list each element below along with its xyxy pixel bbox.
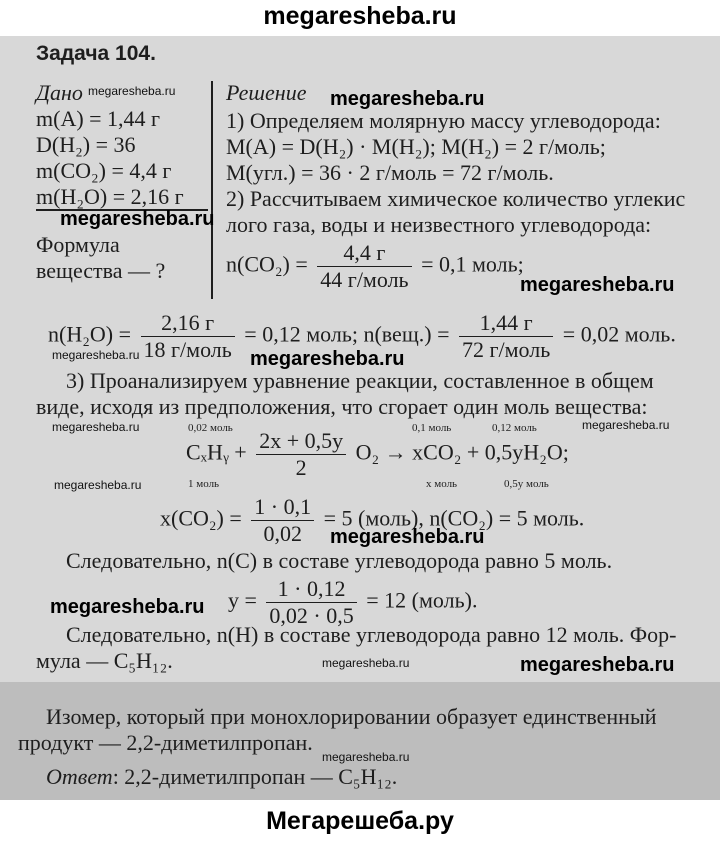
n-substance-fraction <box>459 310 553 363</box>
solution-step-3: 3) Проанализируем уравнение реакции, составленное в общем <box>66 368 654 393</box>
fraction-denominator: 2 <box>256 454 346 481</box>
fraction-denominator: 0,02 <box>251 520 314 547</box>
watermark-small: megaresheba.ru <box>54 478 142 492</box>
watermark-big: megaresheba.ru <box>50 596 205 618</box>
n-substance-right: = 0,02 моль. <box>562 321 676 347</box>
fraction-numerator: 1 · 0,12 <box>277 576 346 601</box>
find-line: вещества — ? <box>36 258 166 283</box>
fraction-denominator: 0,02 · 0,5 <box>266 602 356 629</box>
isomer-line: продукт — 2,2-диметилпропан. <box>18 730 313 755</box>
y-right: = 12 (моль). <box>366 587 478 613</box>
fraction-denominator: 18 г/моль <box>141 336 235 363</box>
find-line: Формула <box>36 232 120 257</box>
fraction-numerator: 1 · 0,1 <box>254 494 312 519</box>
watermark-small: megaresheba.ru <box>322 750 410 764</box>
fraction-denominator: 44 г/моль <box>317 266 411 293</box>
solution-step-2-cont: лого газа, воды и неизвестного углеводорода: <box>226 212 652 237</box>
watermark-big: megaresheba.ru <box>330 88 485 110</box>
fraction-numerator: 4,4 г <box>343 240 386 265</box>
answer-line <box>46 764 397 790</box>
given-label: Дано <box>36 80 83 105</box>
watermark-big: megaresheba.ru <box>520 274 675 296</box>
watermark-small: megaresheba.ru <box>88 84 176 98</box>
n-co2-right: = 0,1 моль; <box>421 251 524 277</box>
site-footer: Мегарешеба.ру <box>266 807 454 835</box>
given-line: m(H₂O) = 2,16 г <box>36 184 184 209</box>
given-line: m(A) = 1,44 г <box>36 106 161 131</box>
watermark-big: megaresheba.ru <box>60 208 215 230</box>
conclusion-hydrogen: Следовательно, n(H) в составе углеводорода равно 12 моль. Фор- <box>66 622 677 647</box>
y-left: y = <box>228 587 257 613</box>
moles-above: 0,12 моль <box>492 422 537 434</box>
watermark-big: megaresheba.ru <box>330 526 485 548</box>
answer-label: Ответ <box>46 764 113 789</box>
n-co2-fraction <box>317 240 411 293</box>
given-line: D(H₂) = 36 <box>36 132 136 157</box>
watermark-small: megaresheba.ru <box>582 418 670 432</box>
given-divider-vertical <box>211 81 213 299</box>
n-h2o-right: = 0,12 моль; <box>244 321 358 347</box>
n-co2-formula <box>226 240 524 293</box>
n-co2-left: n(CO₂) = <box>226 251 308 277</box>
watermark-small: megaresheba.ru <box>52 420 140 434</box>
site-header: megaresheba.ru <box>263 2 457 30</box>
answer-text: : 2,2-диметилпропан — C₅H₁₂. <box>112 764 398 789</box>
isomer-line: Изомер, который при монохлорировании образует единственный <box>46 704 657 729</box>
solution-step-1: 1) Определяем молярную массу углеводорода: <box>226 108 661 133</box>
given-line: m(CO₂) = 4,4 г <box>36 158 172 183</box>
conclusion-formula: мула — C₅H₁₂. <box>36 648 173 673</box>
moles-below: 1 моль <box>188 478 220 490</box>
solution-step-3-cont: виде, исходя из предположения, что сгорает один моль вещества: <box>36 394 648 419</box>
fraction-numerator: 2,16 г <box>161 310 215 335</box>
oxygen-coefficient <box>256 428 346 481</box>
conclusion-carbon: Следовательно, n(C) в составе углеводорода равно 5 моль. <box>66 548 613 573</box>
watermark-big: megaresheba.ru <box>520 654 675 676</box>
solution-equation: M(A) = D(H₂) · M(H₂); M(H₂) = 2 г/моль; <box>226 134 606 159</box>
fraction-denominator: 72 г/моль <box>459 336 553 363</box>
watermark-big: megaresheba.ru <box>250 348 405 370</box>
fraction-numerator: 1,44 г <box>479 310 533 335</box>
reactant: CₓHᵧ + <box>186 439 247 465</box>
moles-below: x моль <box>426 478 458 490</box>
task-title: Задача 104. <box>36 42 156 65</box>
moles-above: 0,1 моль <box>412 422 452 434</box>
n-h2o-left: n(H₂O) = <box>48 321 132 347</box>
x-left: x(CO₂) = <box>160 505 242 531</box>
x-fraction <box>251 494 314 547</box>
products: O₂ → xCO₂ + 0,5yH₂O; <box>355 439 569 465</box>
n-h2o-fraction <box>141 310 235 363</box>
solution-equation: M(угл.) = 36 · 2 г/моль = 72 г/моль. <box>226 160 554 185</box>
solution-step-2: 2) Рассчитываем химическое количество углекис <box>226 186 686 211</box>
watermark-small: megaresheba.ru <box>52 348 140 362</box>
moles-above: 0,02 моль <box>188 422 233 434</box>
fraction-numerator: 2x + 0,5y <box>259 428 344 453</box>
x-right: = 5 (моль), n(CO₂) = 5 моль. <box>323 505 585 531</box>
solution-label: Решение <box>226 80 307 105</box>
reaction-equation <box>186 428 569 481</box>
scanned-page <box>0 36 720 800</box>
watermark-small: megaresheba.ru <box>322 656 410 670</box>
moles-below: 0,5y моль <box>504 478 549 490</box>
n-substance-left: n(вещ.) = <box>363 321 450 347</box>
